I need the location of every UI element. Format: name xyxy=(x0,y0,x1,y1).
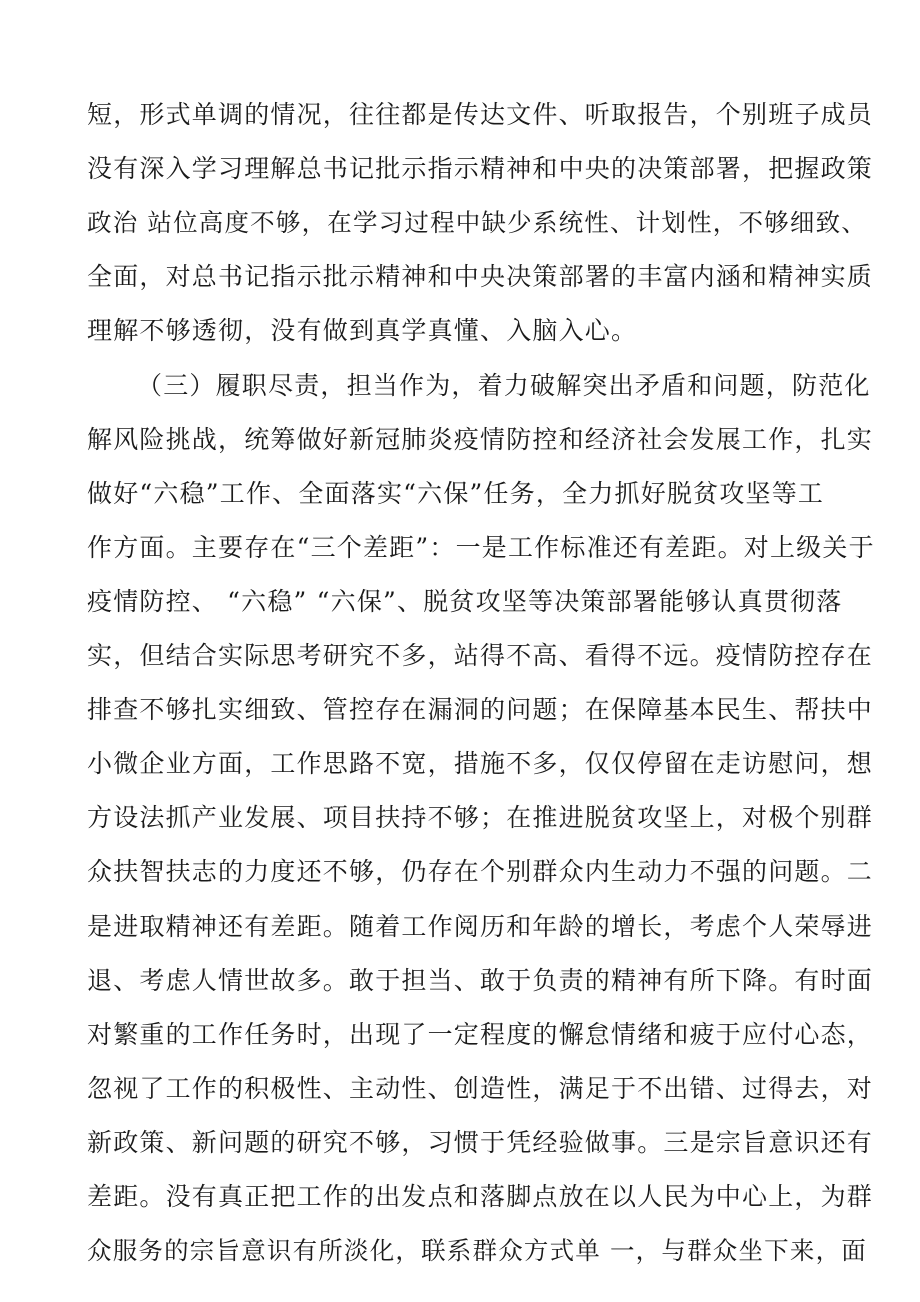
text-line: 全面，对总书记指示批示精神和中央决策部署的丰富内涵和精神实质 xyxy=(87,262,874,292)
text-line: 政治 站位高度不够，在学习过程中缺少系统性、计划性，不够细致、 xyxy=(87,208,867,238)
text-line: 众扶智扶志的力度还不够，仍存在个别群众内生动力不强的问题。二 xyxy=(87,857,874,887)
text-line: 众服务的宗旨意识有所淡化，联系群众方式单 一，与群众坐下来，面 xyxy=(87,1236,867,1266)
paragraph-heading-line: （三）履职尽责，担当作为，着力破解突出矛盾和问题，防范化 xyxy=(137,370,871,400)
text-line: 做好“六稳”工作、全面落实“六保”任务，全力抓好脱贫攻坚等工 xyxy=(87,478,825,508)
text-line: 短，形式单调的情况，往往都是传达文件、听取报告，个别班子成员 xyxy=(87,100,874,129)
text-line: 新政策、新问题的研究不够，习惯于凭经验做事。三是宗旨意识还有 xyxy=(87,1127,874,1157)
text-line: 解风险挑战，统筹做好新冠肺炎疫情防控和经济社会发展工作，扎实 xyxy=(87,424,874,454)
text-line: 实，但结合实际思考研究不多，站得不高、看得不远。疫情防控存在 xyxy=(87,641,874,670)
text-line: 没有深入学习理解总书记批示指示精神和中央的决策部署，把握政策 xyxy=(87,154,874,184)
text-line: 退、考虑人情世故多。敢于担当、敢于负责的精神有所下降。有时面 xyxy=(87,965,874,995)
text-line: 对繁重的工作任务时，出现了一定程度的懈怠情绪和疲于应付心态， xyxy=(87,1019,874,1049)
text-line: 差距。没有真正把工作的出发点和落脚点放在以人民为中心上，为群 xyxy=(87,1182,874,1211)
text-line: 理解不够透彻，没有做到真学真懂、入脑入心。 xyxy=(87,316,638,346)
text-line: 作方面。主要存在“三个差距”：一是工作标准还有差距。对上级关于 xyxy=(87,532,875,562)
text-line: 小微企业方面，工作思路不宽，措施不多，仅仅停留在走访慰问，想 xyxy=(87,749,874,779)
text-line: 忽视了工作的积极性、主动性、创造性，满足于不出错、过得去，对 xyxy=(87,1073,874,1103)
text-line: 是进取精神还有差距。随着工作阅历和年龄的增长，考虑个人荣辱进 xyxy=(87,911,874,941)
text-line: 方设法抓产业发展、项目扶持不够；在推进脱贫攻坚上，对极个别群 xyxy=(87,803,874,833)
text-line: 排查不够扎实细致、管控存在漏洞的问题；在保障基本民生、帮扶中 xyxy=(87,695,874,725)
text-line: 疫情防控、 “六稳” “六保”、脱贫攻坚等决策部署能够认真贯彻落 xyxy=(87,586,843,616)
